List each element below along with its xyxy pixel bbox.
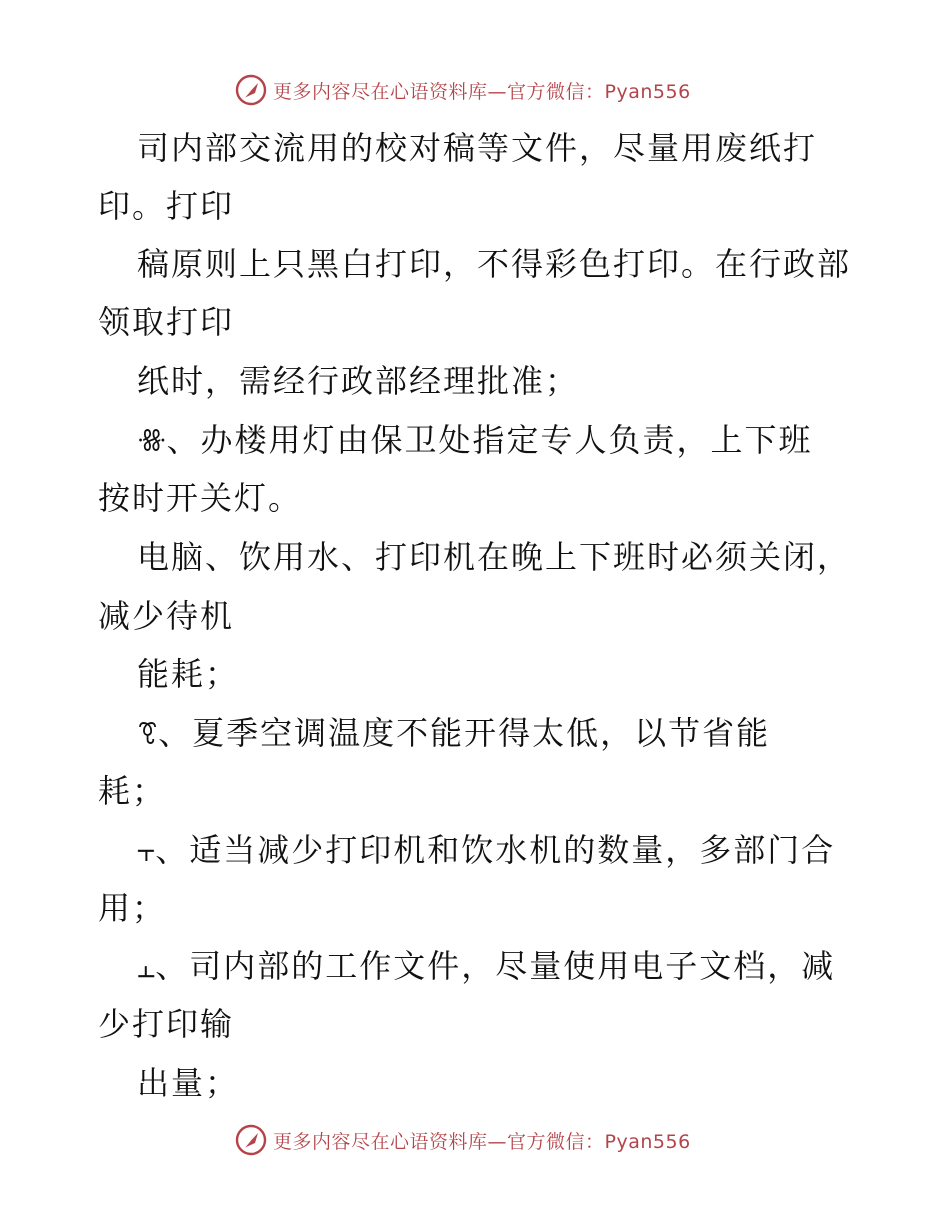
text-line: 少打印输 xyxy=(98,1005,235,1043)
item-marker-icon: ⫟ xyxy=(137,834,156,869)
text-line: 出量； xyxy=(137,1064,240,1102)
list-item xyxy=(137,830,835,870)
text-line: 司内部交流用的校对稿等文件，尽量用废纸打 xyxy=(137,129,818,167)
watermark-text: 更多内容尽在心语资料库—官方微信：Pyan556 xyxy=(273,80,691,103)
text-line: 能耗； xyxy=(137,655,240,693)
list-item xyxy=(137,946,835,986)
text-line: 电脑、饮用水、打印机在晚上下班时必须关闭， xyxy=(137,538,852,576)
text-line: 按时开关灯。 xyxy=(98,479,303,517)
text-line: 、司内部的工作文件，尽量使用电子文档，减 xyxy=(155,947,836,985)
item-marker-icon: ꗦ xyxy=(137,717,159,752)
item-marker-icon: ꗥ xyxy=(137,424,167,459)
text-line: 、适当减少打印机和饮水机的数量，多部门合 xyxy=(155,831,836,869)
text-line: 、办楼用灯由保卫处指定专人负责，上下班 xyxy=(166,421,813,459)
watermark-text: 更多内容尽在心语资料库—官方微信：Pyan556 xyxy=(273,1130,691,1153)
text-line: 稿原则上只黑白打印，不得彩色打印。在行政部 xyxy=(137,245,852,283)
footer-watermark xyxy=(235,1122,691,1158)
item-marker-icon: ⫠ xyxy=(137,950,156,985)
text-line: 用； xyxy=(98,889,167,927)
text-line: 纸时，需经行政部经理批准； xyxy=(137,362,580,400)
list-item xyxy=(137,713,770,753)
text-line: 印。打印 xyxy=(98,187,235,225)
list-item xyxy=(137,420,812,460)
text-line: 耗； xyxy=(98,772,167,810)
quill-logo-icon xyxy=(235,1124,267,1156)
text-line: 、夏季空调温度不能开得太低，以节省能 xyxy=(158,714,771,752)
text-line: 领取打印 xyxy=(98,303,235,341)
text-line: 减少待机 xyxy=(98,597,235,635)
